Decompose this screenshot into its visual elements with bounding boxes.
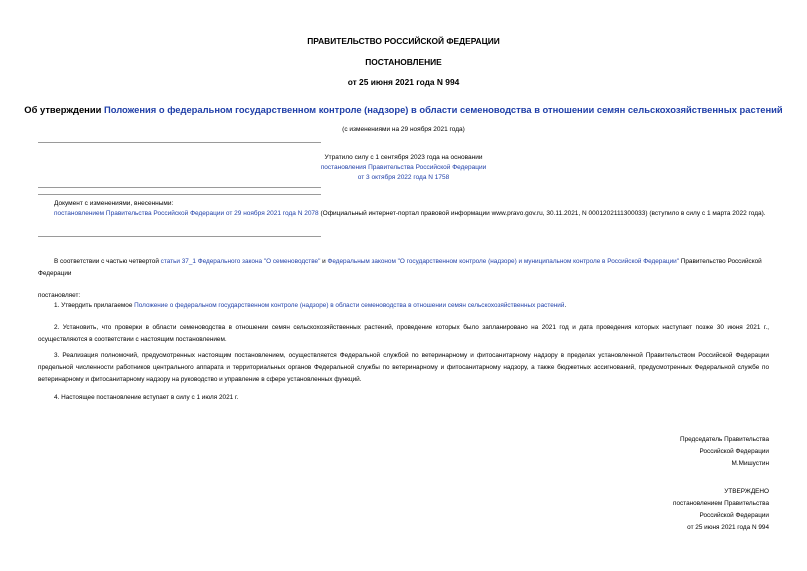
changes-label: Документ с изменениями, внесенными: (54, 200, 174, 207)
preamble-text: В соответствии с частью четвертой (54, 258, 161, 265)
preamble (38, 256, 769, 280)
changes-text (38, 209, 769, 219)
expired-decree-date-link[interactable]: от 3 октября 2022 года N 1758 (357, 174, 450, 181)
seed-law-link[interactable]: статьи 37_1 Федерального закона "О семеноводстве" (160, 258, 321, 265)
item-1-text: 1. Утвердить прилагаемое (54, 302, 135, 309)
expired-decree-link[interactable]: постановления Правительства Российской Федерации (320, 164, 487, 171)
document-type: ПОСТАНОВЛЕНИЕ (365, 57, 442, 67)
item-3: 3. Реализация полномочий, предусмотренных настоящим постановлением, осуществляется Федеральной службой по ветеринарному и фитосанитарному надзору в пределах установленной Правительством Российской Федерации предельной численности работников центрального аппарата и территориальных органов Федеральной службы по ветеринарному и фитосанитарному надзору, а также бюджетных ассигнований, предусмотренных Федеральной службе по ветеринарному и фитосанитарному надзору на руководство и управление в сфере установленных функций. (38, 352, 769, 383)
approved-date: от 25 июня 2021 года N 994 (687, 524, 769, 531)
approved-country: Российской Федерации (699, 512, 769, 519)
title-prefix: Об утверждении (24, 104, 104, 115)
signature-position: Председатель Правительства (680, 436, 769, 443)
amendments-note: (с изменениями на 29 ноября 2021 года) (342, 126, 465, 133)
expired-notice (0, 153, 807, 183)
divider (38, 187, 321, 188)
preamble-government: Правительство Российской Федерации (38, 258, 762, 277)
signature-country: Российской Федерации (699, 448, 769, 455)
approved-block (469, 486, 769, 534)
item-2: 2. Установить, что проверки в области семеноводства в отношении семян сельскохозяйственных растений, проведение которых было запланировано на 2021 год и дата проведения которых наступает позже 30 июня 2021 г., осуществляются в соответствии с настоящим постановлением. (38, 324, 769, 343)
divider (38, 236, 321, 237)
resolves-word: постановляет: (38, 292, 81, 299)
control-law-link[interactable]: Федеральным законом "О государственном контроле (надзоре) и муниципальном контроле в Российской Федерации" (327, 258, 679, 265)
item-1-end: . (564, 302, 567, 309)
changes-tail: (Официальный интернет-портал правовой информации www.pravo.gov.ru, 30.11.2021, N 0001202111300033) (вступило в силу с 1 марта 2022 года). (318, 210, 766, 217)
divider (38, 142, 321, 143)
government-name: ПРАВИТЕЛЬСТВО РОССИЙСКОЙ ФЕДЕРАЦИИ (307, 36, 500, 46)
regulation-link[interactable]: Положение о федеральном государственном контроле (надзоре) в области семеноводства в отношении семян сельскохозяйственных растений (134, 302, 565, 309)
signature-block (469, 434, 769, 470)
approved-label: УТВЕРЖДЕНО (724, 488, 769, 495)
changes-decree-link[interactable]: постановлением Правительства Российской Федерации от 29 ноября 2021 года N 2078 (54, 210, 319, 217)
document-title (0, 104, 807, 115)
document-date-number: от 25 июня 2021 года N 994 (347, 77, 460, 87)
item-4: 4. Настоящее постановление вступает в силу с 1 июля 2021 г. (54, 394, 239, 401)
divider (38, 194, 321, 195)
title-regulation-link[interactable]: Положения о федеральном государственном контроле (надзоре) в области семеноводства в отношении семян сельскохозяйственных растений (103, 104, 783, 115)
expired-line: Утратило силу с 1 сентября 2023 года на основании (324, 154, 483, 161)
item-1 (38, 300, 769, 312)
signature-name: М.Мишустин (731, 460, 769, 467)
approved-decree: постановлением Правительства (673, 500, 769, 507)
preamble-and: и (320, 258, 328, 265)
